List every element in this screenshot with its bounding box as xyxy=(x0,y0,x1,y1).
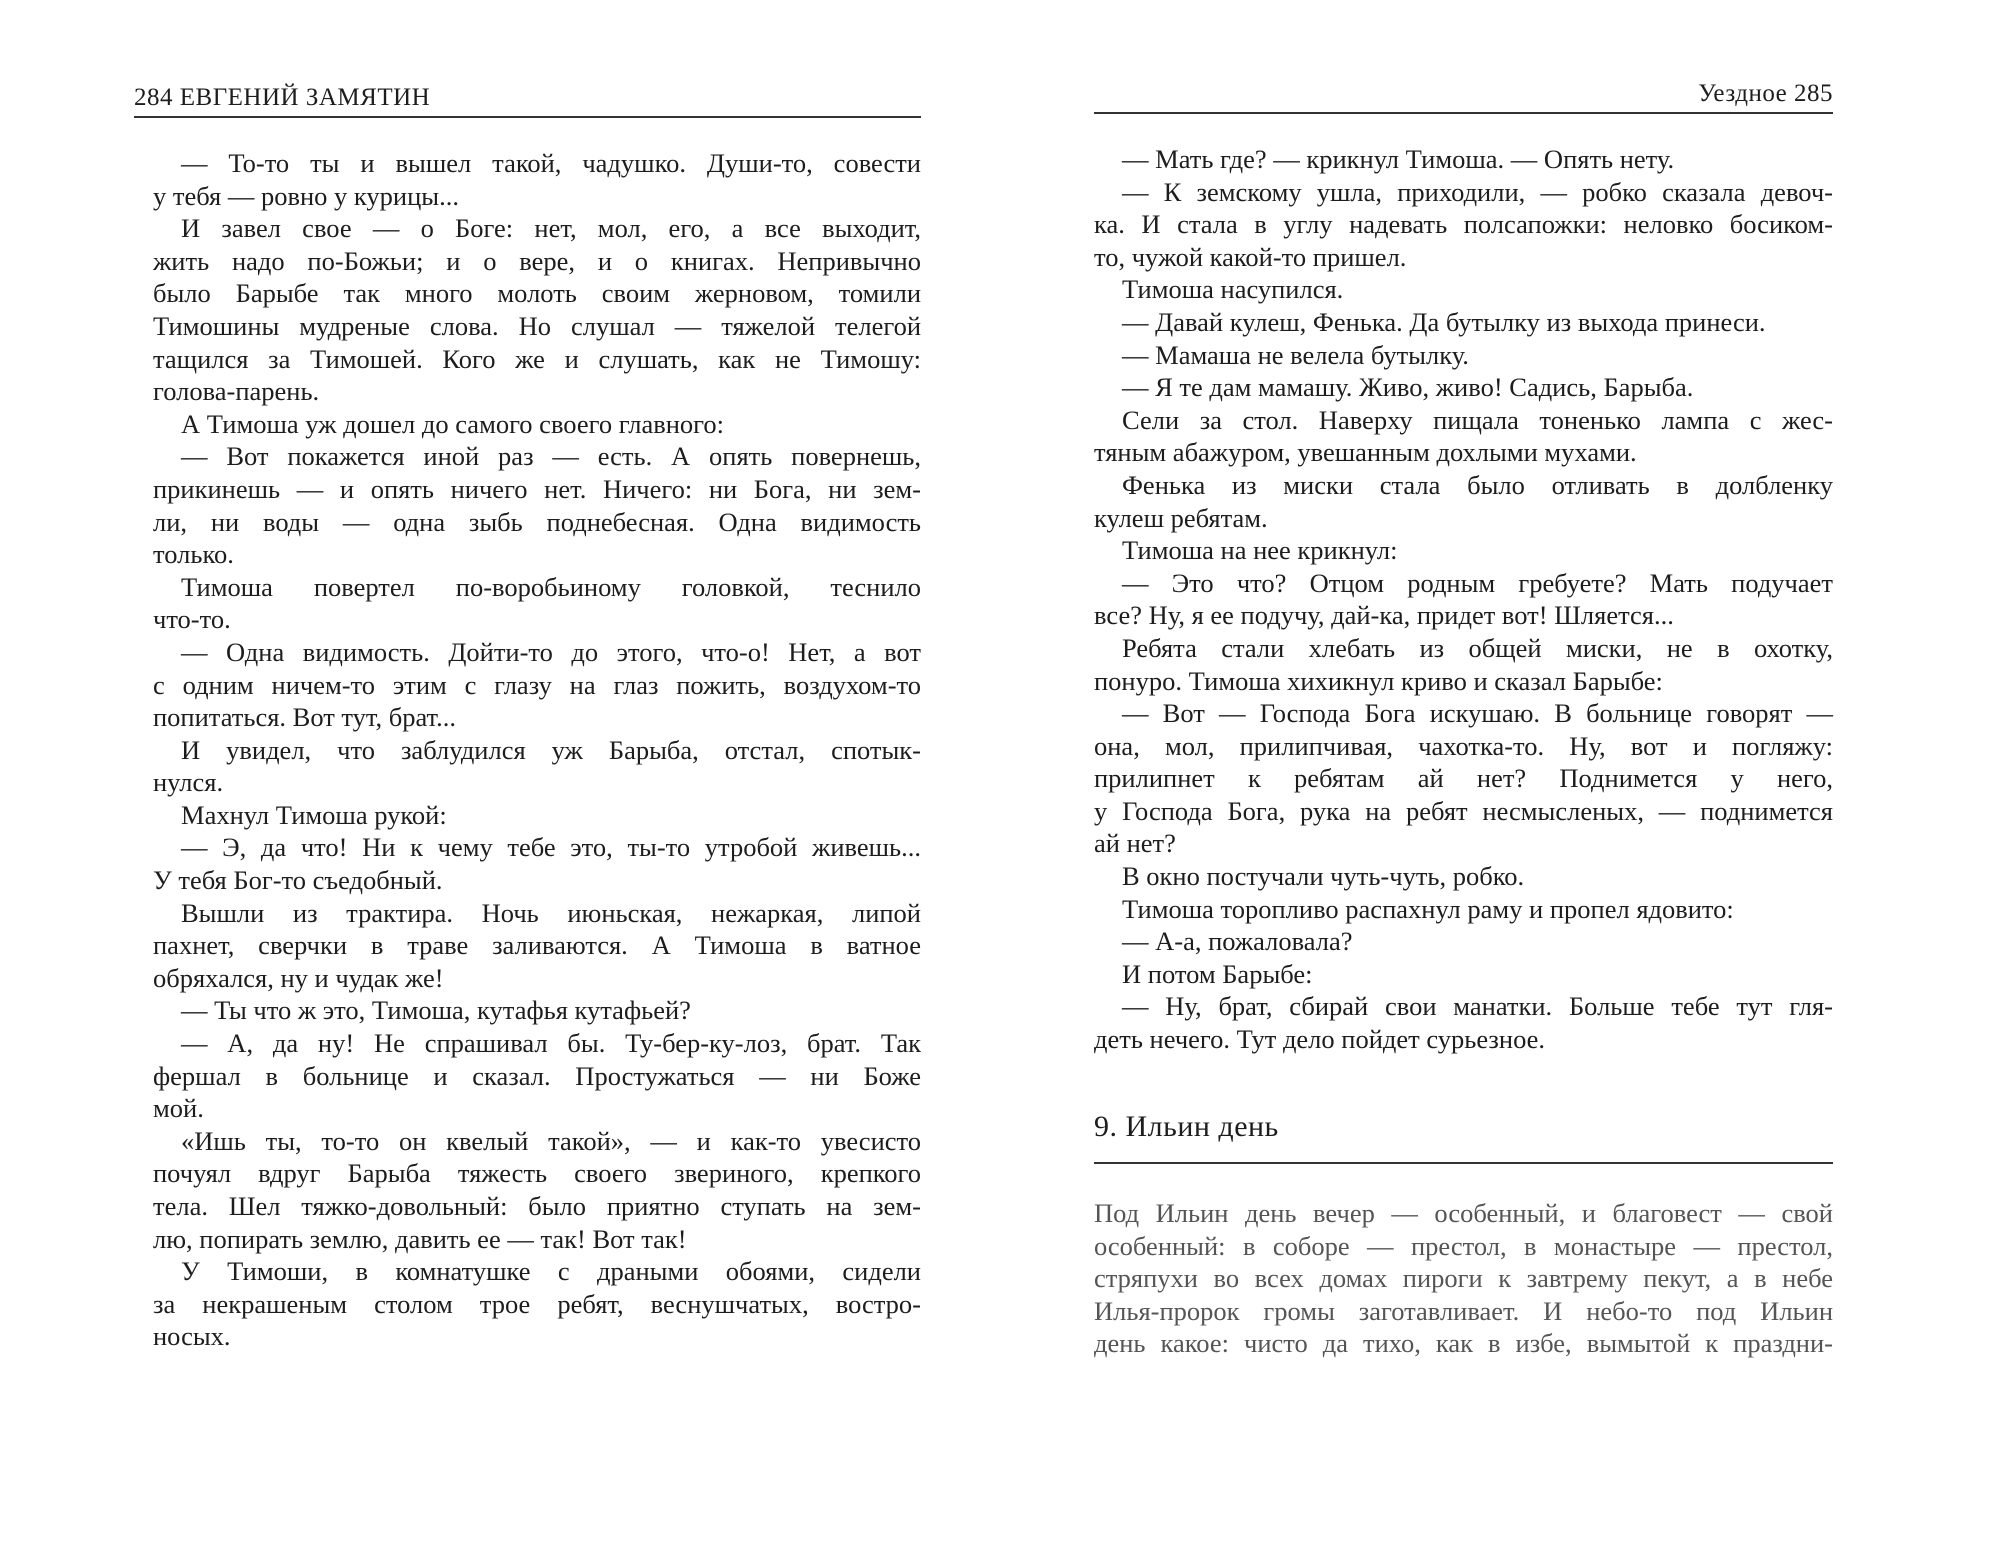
header-rule xyxy=(134,116,921,118)
text-line: И потом Барыбе: xyxy=(1122,958,1313,989)
text-line: — А-а, пожаловала? xyxy=(1122,926,1353,957)
paragraph xyxy=(1094,893,1833,926)
text-line: у Господа Бога, рука на ребят несмысленых, — поднимется xyxy=(1094,795,1833,826)
text-line: ка. И стала в углу надевать полсапожки: неловко босиком- xyxy=(1094,209,1833,240)
header-rule xyxy=(1094,112,1833,114)
text-line: И увидел, что заблудился уж Барыба, отстал, спотык- xyxy=(181,734,921,765)
author-name: ЕВГЕНИЙ ЗАМЯТИН xyxy=(179,84,431,111)
text-line: что-то. xyxy=(153,604,231,635)
paragraph xyxy=(1094,990,1833,1055)
text-line: Тимоша повертел по-воробьиному головкой, теснило xyxy=(181,571,921,602)
right-page xyxy=(1000,0,2000,1567)
text-line: — К земскому ушла, приходили, — робко сказала девоч- xyxy=(1122,176,1833,207)
paragraph xyxy=(153,440,921,570)
section-heading: 9. Ильин день xyxy=(1094,1110,1279,1143)
text-line: за некрашеным столом трое ребят, веснушчатых, востро- xyxy=(153,1288,921,1319)
text-line: особенный: в соборе — престол, в монастыре — престол, xyxy=(1094,1230,1833,1261)
paragraph xyxy=(153,897,921,995)
text-line: У тебя Бог-то съедобный. xyxy=(153,865,443,896)
text-line: — Я те дам мамашу. Живо, живо! Садись, Барыба. xyxy=(1122,372,1694,403)
paragraph xyxy=(1094,567,1833,632)
text-line: деть нечего. Тут дело пойдет сурьезное. xyxy=(1094,1024,1546,1055)
text-line: попитаться. Вот тут, брат... xyxy=(153,702,457,733)
paragraph xyxy=(153,1027,921,1125)
text-line: — Ну, брат, сбирай свои манатки. Больше тебе тут гля- xyxy=(1122,991,1833,1022)
text-line: — Это что? Отцом родным гребуете? Мать подучает xyxy=(1122,567,1833,598)
page-number: 285 xyxy=(1794,80,1833,107)
text-line: голова-парень. xyxy=(153,376,320,407)
text-line: ай нет? xyxy=(1094,828,1176,859)
paragraph xyxy=(153,1255,921,1353)
running-head-left xyxy=(134,84,430,112)
paragraph xyxy=(153,408,921,441)
text-line: Фенька из миски стала было отливать в долбленку xyxy=(1122,469,1833,500)
text-line: Махнул Тимоша рукой: xyxy=(181,799,447,830)
text-line: у тебя — ровно у курицы... xyxy=(153,180,459,211)
paragraph xyxy=(153,212,921,408)
text-line: тащился за Тимошей. Кого же и слушать, как не Тимошу: xyxy=(153,343,921,374)
paragraph xyxy=(1094,860,1833,893)
text-line: Вышли из трактира. Ночь июньская, нежаркая, липой xyxy=(181,897,921,928)
paragraph xyxy=(153,994,921,1027)
paragraph xyxy=(1094,273,1833,306)
text-line: все? Ну, я ее подучу, дай-ка, придет вот! Шляется... xyxy=(1094,600,1674,631)
paragraph xyxy=(153,1125,921,1255)
text-line: — Вот покажется иной раз — есть. А опять повернешь, xyxy=(181,441,921,472)
text-line: — Давай кулеш, Фенька. Да бутылку из выхода принеси. xyxy=(1122,306,1766,337)
text-line: день какое: чисто да тихо, как в избе, вымытой к праздни- xyxy=(1094,1328,1833,1359)
paragraph xyxy=(1094,339,1833,372)
text-line: фершал в больнице и сказал. Простужаться — ни Боже xyxy=(153,1060,921,1091)
text-line: с одним ничем-то этим с глазу на глаз пожить, воздухом-то xyxy=(153,669,921,700)
text-line: она, мол, прилипчивая, чахотка-то. Ну, вот и погляжу: xyxy=(1094,730,1833,761)
text-line: Ребята стали хлебать из общей миски, не в охотку, xyxy=(1122,632,1833,663)
text-line: ли, ни воды — одна зыбь поднебесная. Одна видимость xyxy=(153,506,921,537)
text-line: кулеш ребятам. xyxy=(1094,502,1268,533)
paragraph xyxy=(1094,404,1833,469)
text-line: Илья-пророк громы заготавливает. И небо-то под Ильин xyxy=(1094,1295,1833,1326)
text-line: нулся. xyxy=(153,767,224,798)
paragraph xyxy=(153,571,921,636)
text-line: В окно постучали чуть-чуть, робко. xyxy=(1122,861,1525,892)
text-line: У Тимоши, в комнатушке с драными обоями, сидели xyxy=(181,1256,921,1287)
text-line: прикинешь — и опять ничего нет. Ничего: ни Бога, ни зем- xyxy=(153,473,921,504)
paragraph xyxy=(153,636,921,734)
section-rule xyxy=(1094,1162,1833,1164)
paragraph xyxy=(1094,958,1833,991)
text-line: Тимоша на нее крикнул: xyxy=(1122,535,1398,566)
paragraph xyxy=(1094,143,1833,176)
paragraph xyxy=(1094,176,1833,274)
paragraph xyxy=(1094,697,1833,860)
paragraph xyxy=(1094,306,1833,339)
page-number: 284 xyxy=(134,84,173,111)
text-line: И завел свое — о Боге: нет, мол, его, а все выходит, xyxy=(181,213,921,244)
paragraph xyxy=(153,147,921,212)
right-body-text xyxy=(1094,143,1833,1056)
text-line: обряхался, ну и чудак же! xyxy=(153,962,444,993)
text-line: тяным абажуром, увешанным дохлыми мухами. xyxy=(1094,437,1637,468)
text-line: — Одна видимость. Дойти-то до этого, что-о! Нет, а вот xyxy=(181,636,921,667)
paragraph xyxy=(1094,534,1833,567)
section-body-text xyxy=(1094,1197,1833,1360)
text-line: лю, попирать землю, давить ее — так! Вот так! xyxy=(153,1223,687,1254)
text-line: Под Ильин день вечер — особенный, и благовест — свой xyxy=(1094,1198,1833,1228)
text-line: тела. Шел тяжко-довольный: было приятно ступать на зем- xyxy=(153,1191,921,1221)
text-line: «Ишь ты, то-то он квелый такой», — и как-то увесисто xyxy=(181,1125,921,1156)
chapter-title: Уездное xyxy=(1698,80,1788,107)
text-line: Тимоша торопливо распахнул раму и пропел ядовито: xyxy=(1122,893,1734,924)
text-line: — Мать где? — крикнул Тимоша. — Опять нету. xyxy=(1122,144,1675,174)
text-line: носых. xyxy=(153,1321,231,1352)
paragraph xyxy=(1094,632,1833,697)
paragraph xyxy=(153,831,921,896)
text-line: — Э, да что! Ни к чему тебе это, ты-то утробой живешь... xyxy=(181,832,921,863)
text-line: мой. xyxy=(153,1093,204,1124)
text-line: почуял вдруг Барыба тяжесть своего звериного, крепкого xyxy=(153,1158,921,1189)
text-line: — А, да ну! Не спрашивал бы. Ту-бер-ку-лоз, брат. Так xyxy=(181,1028,921,1059)
text-line: — Вот — Господа Бога искушаю. В больнице говорят — xyxy=(1122,698,1833,729)
paragraph xyxy=(153,734,921,799)
paragraph xyxy=(1094,925,1833,958)
text-line: — То-то ты и вышел такой, чадушко. Души-то, совести xyxy=(181,148,921,178)
text-line: было Барыбе так много молоть своим жерновом, томили xyxy=(153,278,921,309)
text-line: жить надо по-Божьи; и о вере, и о книгах. Непривычно xyxy=(153,245,921,276)
text-line: прилипнет к ребятам ай нет? Поднимется у него, xyxy=(1094,763,1833,794)
text-line: пахнет, сверчки в траве заливаются. А Тимоша в ватное xyxy=(153,930,921,961)
paragraph xyxy=(153,799,921,832)
paragraph xyxy=(1094,469,1833,534)
text-line: Тимошины мудреные слова. Но слушал — тяжелой телегой xyxy=(153,310,921,341)
text-line: Сели за стол. Наверху пищала тоненько лампа с жес- xyxy=(1122,404,1833,435)
paragraph xyxy=(1094,371,1833,404)
text-line: — Ты что ж это, Тимоша, кутафья кутафьей? xyxy=(181,995,691,1026)
running-head-right xyxy=(1698,80,1833,108)
text-line: А Тимоша уж дошел до самого своего главного: xyxy=(181,408,724,439)
text-line: только. xyxy=(153,539,234,570)
text-line: Тимоша насупился. xyxy=(1122,274,1344,305)
left-body-text xyxy=(153,147,921,1353)
text-line: понуро. Тимоша хихикнул криво и сказал Барыбе: xyxy=(1094,665,1663,696)
text-line: стряпухи во всех домах пироги к завтрему пекут, а в небе xyxy=(1094,1263,1833,1294)
text-line: — Мамаша не велела бутылку. xyxy=(1122,339,1469,370)
text-line: то, чужой какой-то пришел. xyxy=(1094,241,1407,272)
